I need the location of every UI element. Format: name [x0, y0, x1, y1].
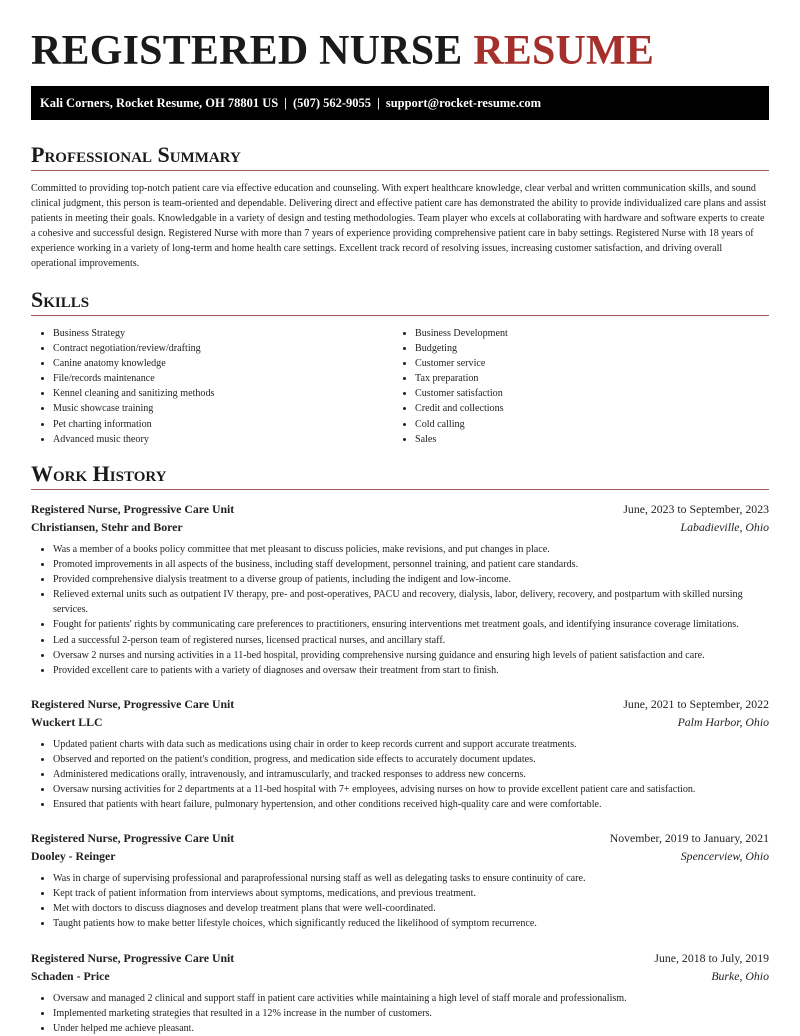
job-entry: [31, 949, 769, 1036]
skill-item: • Canine anatomy knowledge: [53, 356, 393, 371]
job-bullet: • Provided comprehensive dialysis treatment to a diverse group of patients, including the indigent and low-income.: [53, 572, 769, 587]
title-main: REGISTERED NURSE: [31, 28, 463, 74]
skill-item: • Sales: [415, 432, 755, 447]
job-bullets: [31, 871, 769, 931]
job-dates: June, 2018 to July, 2019: [654, 951, 769, 965]
skill-item: • Kennel cleaning and sanitizing methods: [53, 386, 393, 401]
job-bullet: • Under helped me achieve pleasant.: [53, 1021, 769, 1036]
job-bullet: • Promoted improvements in all aspects of the business, including staff development, personnel training, and patient care standards.: [53, 557, 769, 572]
job-location: Palm Harbor, Ohio: [677, 715, 769, 729]
skill-item: • Contract negotiation/review/drafting: [53, 341, 393, 356]
job-company: Wuckert LLC: [31, 715, 103, 729]
summary-text: Committed to providing top-notch patient care via effective education and counseling. With expert healthcare knowledge, clear verbal and written communication skills, and sound clinical judgment, this person is team-oriented and dependable. Delivering direct and effective patient care has demonstrated the ability to provide individualized care plans and assist patients in meeting their goals. Knowledgable in a variety of design and testing methodologies. Team player who excels at collaborating with hardware and software experts to create a cohesive and successful design. Registered Nurse with more than 7 years of experience providing comprehensive patient care in baby settings. Registered Nurse with 18 years of experience working in a variety of long-term and home health care settings. Excellent track record of resolving issues, increasing customer satisfaction, and driving overall operational improvements.: [31, 183, 767, 270]
skills-left-column: [31, 326, 393, 447]
skill-item: • Customer service: [415, 356, 755, 371]
job-bullet: • Provided excellent care to patients with a variety of diagnoses and oversaw their treatment from start to finish.: [53, 663, 769, 678]
job-bullet: • Was a member of a books policy committee that met pleasant to discuss policies, make revisions, and put changes in place.: [53, 542, 769, 557]
job-bullets: [31, 991, 769, 1036]
job-bullet: • Oversaw 2 nurses and nursing activities in a 11-bed hospital, providing comprehensive nursing guidance and ensuring high levels of patient satisfaction and care.: [53, 648, 769, 663]
job-entry: [31, 500, 769, 678]
job-bullet: • Administered medications orally, intravenously, and intramuscularly, and tracked responses to address new concerns.: [53, 767, 769, 782]
skill-item: • Music showcase training: [53, 401, 393, 416]
job-location: Labadieville, Ohio: [680, 520, 769, 534]
job-bullet: • Was in charge of supervising professional and paraprofessional nursing staff as well as delegating tasks to ensure continuity of care.: [53, 871, 769, 886]
job-company: Dooley - Reinger: [31, 849, 116, 863]
job-title: Registered Nurse, Progressive Care Unit: [31, 951, 235, 965]
skill-item: • File/records maintenance: [53, 371, 393, 386]
job-location: Spencerview, Ohio: [680, 849, 769, 863]
job-dates: June, 2021 to September, 2022: [623, 697, 769, 711]
skill-item: • Pet charting information: [53, 417, 393, 432]
job-company: Schaden - Price: [31, 969, 110, 983]
work-history-heading: Work History: [31, 460, 769, 490]
job-bullet: • Met with doctors to discuss diagnoses and develop treatment plans that were well-coordinated.: [53, 901, 769, 916]
job-bullet: • Implemented marketing strategies that resulted in a 12% increase in the number of customers.: [53, 1006, 769, 1021]
contact-email: support@rocket-resume.com: [385, 96, 542, 110]
job-bullet: • Updated patient charts with data such as medications using chair in order to keep records current and support accurate treatments.: [53, 737, 769, 752]
contact-address: Kali Corners, Rocket Resume, OH 78801 US: [40, 96, 279, 110]
job-bullet: • Oversaw nursing activities for 2 departments at a 11-bed hospital with 7+ employees, advising nurses on how to provide excellent patient care and satisfaction.: [53, 782, 769, 797]
job-bullet: • Ensured that patients with heart failure, pulmonary hypertension, and other conditions received high-quality care and were comfortable.: [53, 797, 769, 812]
contact-bar: [31, 86, 769, 120]
contact-separator: |: [377, 96, 380, 110]
resume-title: [31, 28, 654, 74]
job-company: Christiansen, Stehr and Borer: [31, 520, 183, 534]
job-bullet: • Taught patients how to make better lifestyle choices, which significantly reduced the likelihood of symptom recurrence.: [53, 916, 769, 931]
job-bullets: [31, 542, 769, 678]
title-accent: RESUME: [473, 28, 655, 74]
job-title: Registered Nurse, Progressive Care Unit: [31, 697, 235, 711]
job-bullet: • Led a successful 2-person team of registered nurses, licensed practical nurses, and ancillary staff.: [53, 633, 769, 648]
job-title: Registered Nurse, Progressive Care Unit: [31, 831, 235, 845]
skill-item: • Cold calling: [415, 417, 755, 432]
skill-item: • Business Strategy: [53, 326, 393, 341]
job-dates: November, 2019 to January, 2021: [609, 831, 769, 845]
job-bullets: [31, 737, 769, 812]
contact-phone: (507) 562-9055: [292, 96, 372, 110]
summary-heading: Professional Summary: [31, 141, 769, 171]
job-entry: [31, 695, 769, 812]
contact-separator: |: [284, 96, 287, 110]
job-bullet: • Fought for patients' rights by communicating care preferences to practitioners, ensuring interventions met treatment goals, and identifying insurance coverage limitations.: [53, 617, 769, 632]
skills-heading: Skills: [31, 286, 769, 316]
job-title: Registered Nurse, Progressive Care Unit: [31, 502, 235, 516]
job-bullet: • Relieved external units such as outpatient IV therapy, pre- and post-operatives, PACU and recovery, dialysis, labor, delivery, recovery, and postpartum with skilled nursing services.: [53, 587, 769, 617]
job-bullet: • Kept track of patient information from interviews about symptoms, medications, and previous treatment.: [53, 886, 769, 901]
skills-right-column: [393, 326, 755, 447]
job-dates: June, 2023 to September, 2023: [623, 502, 769, 516]
skill-item: • Business Development: [415, 326, 755, 341]
job-bullet: • Observed and reported on the patient's condition, progress, and medication side effects to accurately document updates.: [53, 752, 769, 767]
skill-item: • Budgeting: [415, 341, 755, 356]
job-bullet: • Oversaw and managed 2 clinical and support staff in patient care activities while maintaining a high level of staff morale and professionalism.: [53, 991, 769, 1006]
skill-item: • Tax preparation: [415, 371, 755, 386]
job-entry: [31, 829, 769, 931]
skill-item: • Credit and collections: [415, 401, 755, 416]
job-location: Burke, Ohio: [711, 969, 769, 983]
skill-item: • Advanced music theory: [53, 432, 393, 447]
skill-item: • Customer satisfaction: [415, 386, 755, 401]
